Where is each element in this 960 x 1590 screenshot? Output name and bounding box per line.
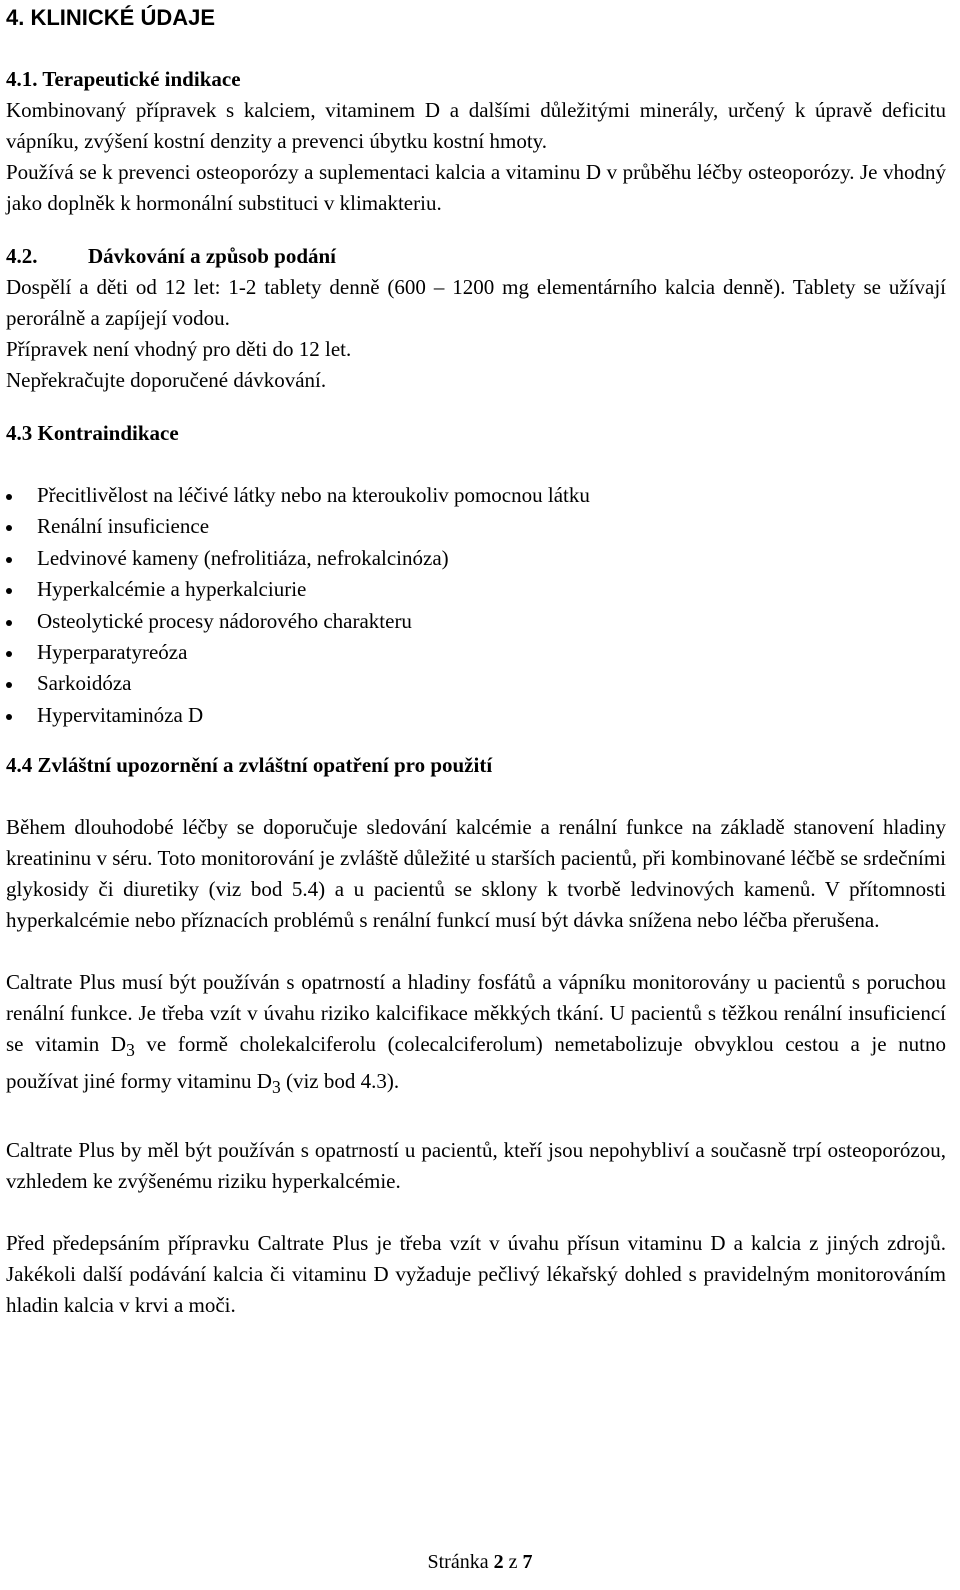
heading-4-1: 4.1. Terapeutické indikace bbox=[6, 67, 241, 91]
heading-4-2 bbox=[6, 241, 946, 272]
list-item: Hypervitaminóza D bbox=[6, 700, 946, 731]
paragraph-4-2-b: Přípravek není vhodný pro děti do 12 let. bbox=[6, 337, 352, 361]
footer-current-page: 2 bbox=[493, 1551, 504, 1573]
list-item: Renální insuficience bbox=[6, 511, 946, 542]
document-page bbox=[6, 0, 946, 1321]
paragraph-4-4-b-part3: (viz bod 4.3). bbox=[280, 1069, 400, 1094]
paragraph-4-2-a: Dospělí a děti od 12 let: 1-2 tablety denně (600 – 1200 mg elementárního kalcia denně). Tablety se užívají perorálně a zapíjejí vodou. bbox=[6, 275, 946, 330]
subscript-3: 3 bbox=[271, 1077, 281, 1098]
contraindications-list bbox=[6, 480, 946, 731]
paragraph-4-1-b: Používá se k prevenci osteoporózy a suplementaci kalcia a vitaminu D v průběhu léčby osteoporózy. Je vhodný jako doplněk k hormonální substituci v klimakteriu. bbox=[6, 160, 946, 215]
list-item: Sarkoidóza bbox=[6, 668, 946, 699]
list-item: Ledvinové kameny (nefrolitiáza, nefrokalcinóza) bbox=[6, 543, 946, 574]
paragraph-4-1-a: Kombinovaný přípravek s kalciem, vitaminem D a dalšími důležitými minerály, určený k úpravě deficitu vápníku, zvýšení kostní denzity a prevenci úbytku kostní hmoty. bbox=[6, 98, 946, 153]
footer-total-pages: 7 bbox=[522, 1551, 533, 1573]
subscript-3: 3 bbox=[126, 1040, 135, 1061]
heading-4-2-number: 4.2. bbox=[6, 244, 38, 268]
list-item: Přecitlivělost na léčivé látky nebo na kteroukoliv pomocnou látku bbox=[6, 480, 946, 511]
footer-label: Stránka bbox=[427, 1551, 494, 1573]
section-title: 4. KLINICKÉ ÚDAJE bbox=[6, 5, 216, 30]
footer-separator: z bbox=[503, 1551, 523, 1573]
list-item: Osteolytické procesy nádorového charakteru bbox=[6, 606, 946, 637]
paragraph-4-4-c: Caltrate Plus by měl být používán s opatrností u pacientů, kteří jsou nepohybliví a současně trpí osteoporózou, vzhledem ke zvýšenému riziku hyperkalcémie. bbox=[6, 1137, 946, 1193]
paragraph-4-4-b-part1: Caltrate Plus musí být používán s opatrností a hladiny fosfátů a vápníku monitorovány u pacientů s poruchou renální funkce. Je třeba vzít v úvahu riziko kalcifikace měkkých tkání. U pacientů s těžkou renální insuficiencí se vitamin D bbox=[6, 970, 946, 1057]
list-item: Hyperkalcémie a hyperkalciurie bbox=[6, 574, 946, 605]
paragraph-4-2-c: Nepřekračujte doporučené dávkování. bbox=[6, 368, 327, 392]
paragraph-4-4-b bbox=[6, 967, 946, 1103]
heading-4-4: 4.4 Zvláštní upozornění a zvláštní opatření pro použití bbox=[6, 753, 493, 778]
heading-4-3: 4.3 Kontraindikace bbox=[6, 421, 179, 445]
paragraph-4-4-b-part2: ve formě cholekalciferolu (colecalciferolum) nemetabolizuje obvyklou cestou a je nutno používat jiné formy vitaminu D bbox=[6, 1032, 947, 1094]
list-item: Hyperparatyreóza bbox=[6, 637, 946, 668]
heading-4-2-text: Dávkování a způsob podání bbox=[88, 244, 337, 268]
page-footer bbox=[0, 1547, 960, 1578]
paragraph-4-4-a: Během dlouhodobé léčby se doporučuje sledování kalcémie a renální funkce na základě stanovení hladiny kreatininu v séru. Toto monitorování je zvláště důležité u starších pacientů, při kombinované léčbě se srdečními glykosidy či diuretiky (viz bod 5.4) a u pacientů se sklony k tvorbě ledvinových kamenů. V přítomnosti hyperkalcémie nebo příznacích problémů s renální funkcí musí být dávka snížena nebo léčba přerušena. bbox=[6, 815, 946, 933]
paragraph-4-4-d: Před předepsáním přípravku Caltrate Plus je třeba vzít v úvahu přísun vitaminu D a kalcia z jiných zdrojů. Jakékoli další podávání kalcia či vitaminu D vyžaduje pečlivý lékařský dohled s pravidelným monitorováním hladin kalcia v krvi a moči. bbox=[6, 1230, 946, 1317]
